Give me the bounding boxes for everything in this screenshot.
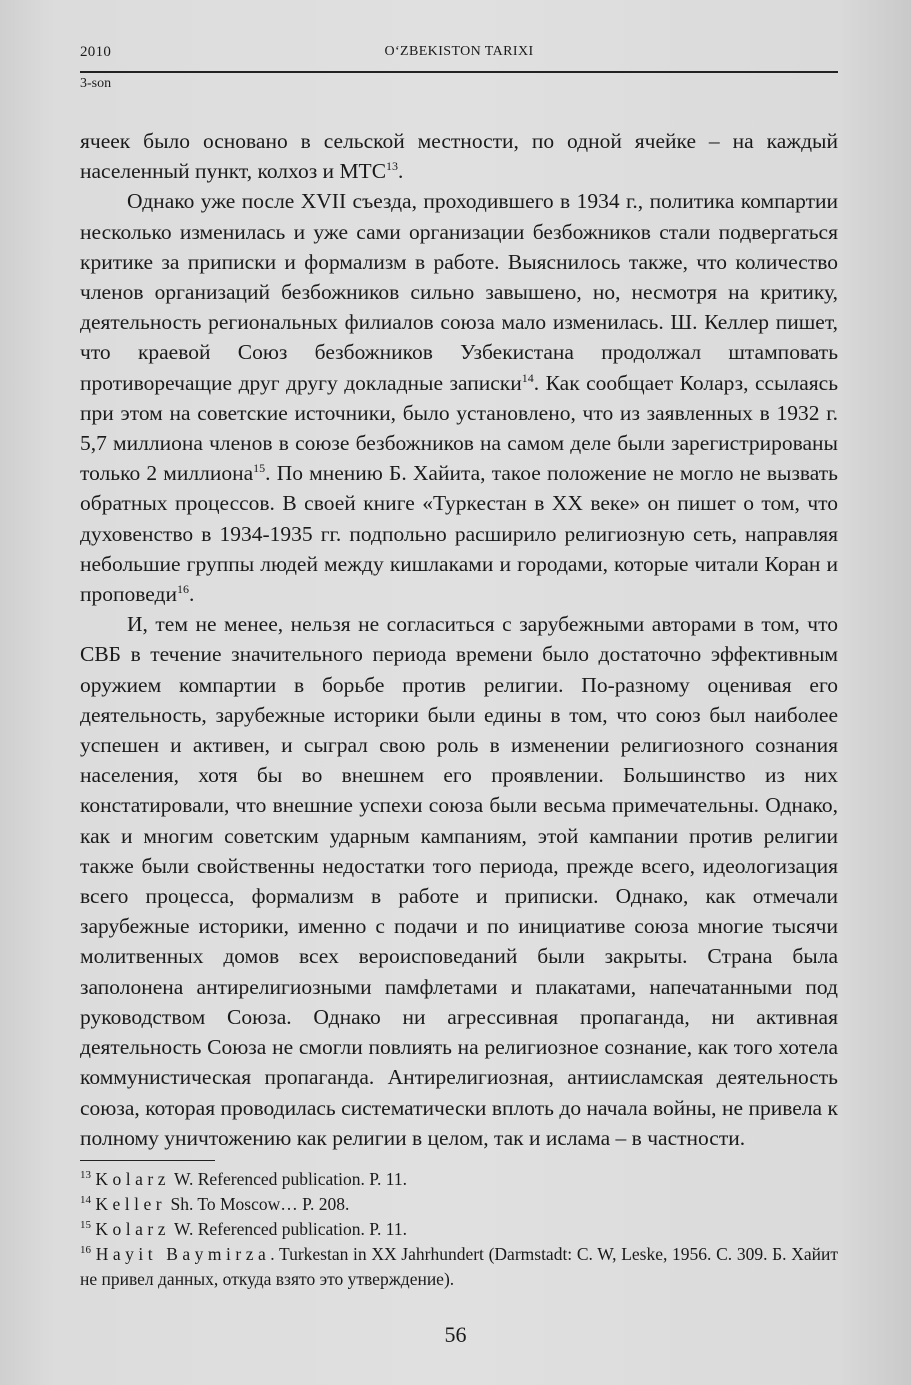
footnote-author: Keller: [95, 1194, 167, 1214]
header-year: 2010: [80, 44, 112, 60]
paragraph-2: [80, 186, 838, 609]
text-segment: . По мнению Б. Хайита, такое положение не могло не вызвать обратных процессов. В своей книге «Туркестан в XX веке» он пишет о том, что духовенство в 1934-1935 гг. подпольно расширило религиозную сеть, направляя небольшие группы людей между кишлаками и городами, которые читали Коран и проповеди: [80, 461, 838, 607]
footnote-14: [80, 1192, 838, 1217]
issue-number: 3-son: [80, 76, 112, 91]
article-body: [80, 126, 838, 1153]
footnote-text: W. Referenced publication. P. 11.: [170, 1169, 408, 1189]
footnote-ref-16: 16: [177, 581, 189, 596]
text-segment: .: [189, 582, 195, 607]
journal-title: O‘ZBEKISTON TARIXI: [384, 44, 534, 59]
footnotes: [80, 1160, 838, 1292]
footnote-ref-14: 14: [521, 370, 534, 385]
header-rule: [80, 71, 838, 73]
page-number: 56: [444, 1322, 467, 1347]
footnote-16: [80, 1242, 838, 1292]
footnote-ref-13: 13: [386, 159, 399, 174]
text-segment: .: [398, 159, 404, 184]
running-header: [80, 44, 838, 92]
footnote-15: [80, 1217, 838, 1242]
footnote-author: Kolarz: [95, 1169, 170, 1189]
text-segment: И, тем не менее, нельзя не согласиться с зарубежными авторами в том, что СВБ в течение значительного периода времени было достаточно эффективным оружием компартии в борьбе против религии. По-разному оценивая его деятельность, зарубежные историки были едины в том, что союз был наиболее успешен и активен, и сыграл свою роль в изменении религиозного сознания населения, хотя бы во внешнем его проявлении. Большинство из них констатировали, что внешние успехи союза были весьма примечательны. Однако, как и многим советским ударным кампаниям, этой кампании против религии также были свойственны недостатки того периода, прежде всего, идеологизация всего процесса, формализм в работе и приписки. Однако, как отмечали зарубежные историки, именно с подачи и по инициативе союза многие тысячи молитвенных домов всех вероисповеданий были закрыты. Страна была заполонена антирелигиозными памфлетами и плакатами, напечатанными под руководством Союза. Однако ни агрессивная пропаганда, ни активная деятельность Союза не смогли повлиять на религиозное сознание, как того хотела коммунистическая пропаганда. Антирелигиозная, антиисламская деятельность союза, которая проводилась систематически вплоть до начала войны, не привела к полному уничтожению как религии в целом, так и ислама – в частности.: [80, 612, 838, 1150]
footnote-number: 15: [80, 1219, 91, 1232]
footnote-number: 16: [80, 1244, 91, 1257]
paragraph-1: [80, 126, 838, 186]
footnote-ref-15: 15: [253, 461, 266, 476]
footnote-13: [80, 1167, 838, 1192]
footnote-separator: [80, 1160, 215, 1161]
text-segment: ячеек было основано в сельской местности, по одной ячейке – на каждый населенный пункт, колхоз и МТС: [80, 129, 838, 184]
footnote-author: Hayit Baymirza: [95, 1244, 271, 1264]
footnote-number: 14: [80, 1194, 91, 1207]
footnote-text: W. Referenced publication. P. 11.: [170, 1219, 408, 1239]
text-segment: . Как сообщает Коларз, ссылаясь при этом на советские источники, было установлено, что из заявленных в 1932 г. 5,7 миллиона членов в союзе безбожников на самом деле были зарегистрированы только 2 миллиона: [80, 370, 838, 486]
footnote-number: 13: [80, 1169, 91, 1182]
footnote-text: Sh. To Moscow… P. 208.: [166, 1194, 350, 1214]
footnote-author: Kolarz: [95, 1219, 170, 1239]
paragraph-3: [80, 609, 838, 1153]
text-segment: Однако уже после XVII съезда, проходившего в 1934 г., политика компартии несколько изменилась и уже сами организации безбожников стали подвергаться критике за приписки и формализм в работе. Выяснилось также, что количество членов организаций безбожников сильно завышено, но, несмотря на критику, деятельность региональных филиалов союза мало изменилась. Ш. Келлер пишет, что краевой Союз безбожников Узбекистана продолжал штамповать противоречащие друг другу докладные записки: [80, 189, 838, 395]
footnote-text: . Turkestan in XX Jahrhundert (Darmstadt: C. W, Leske, 1956. С. 309. Б. Хайит не привел данных, откуда взято это утверждение).: [80, 1244, 839, 1289]
